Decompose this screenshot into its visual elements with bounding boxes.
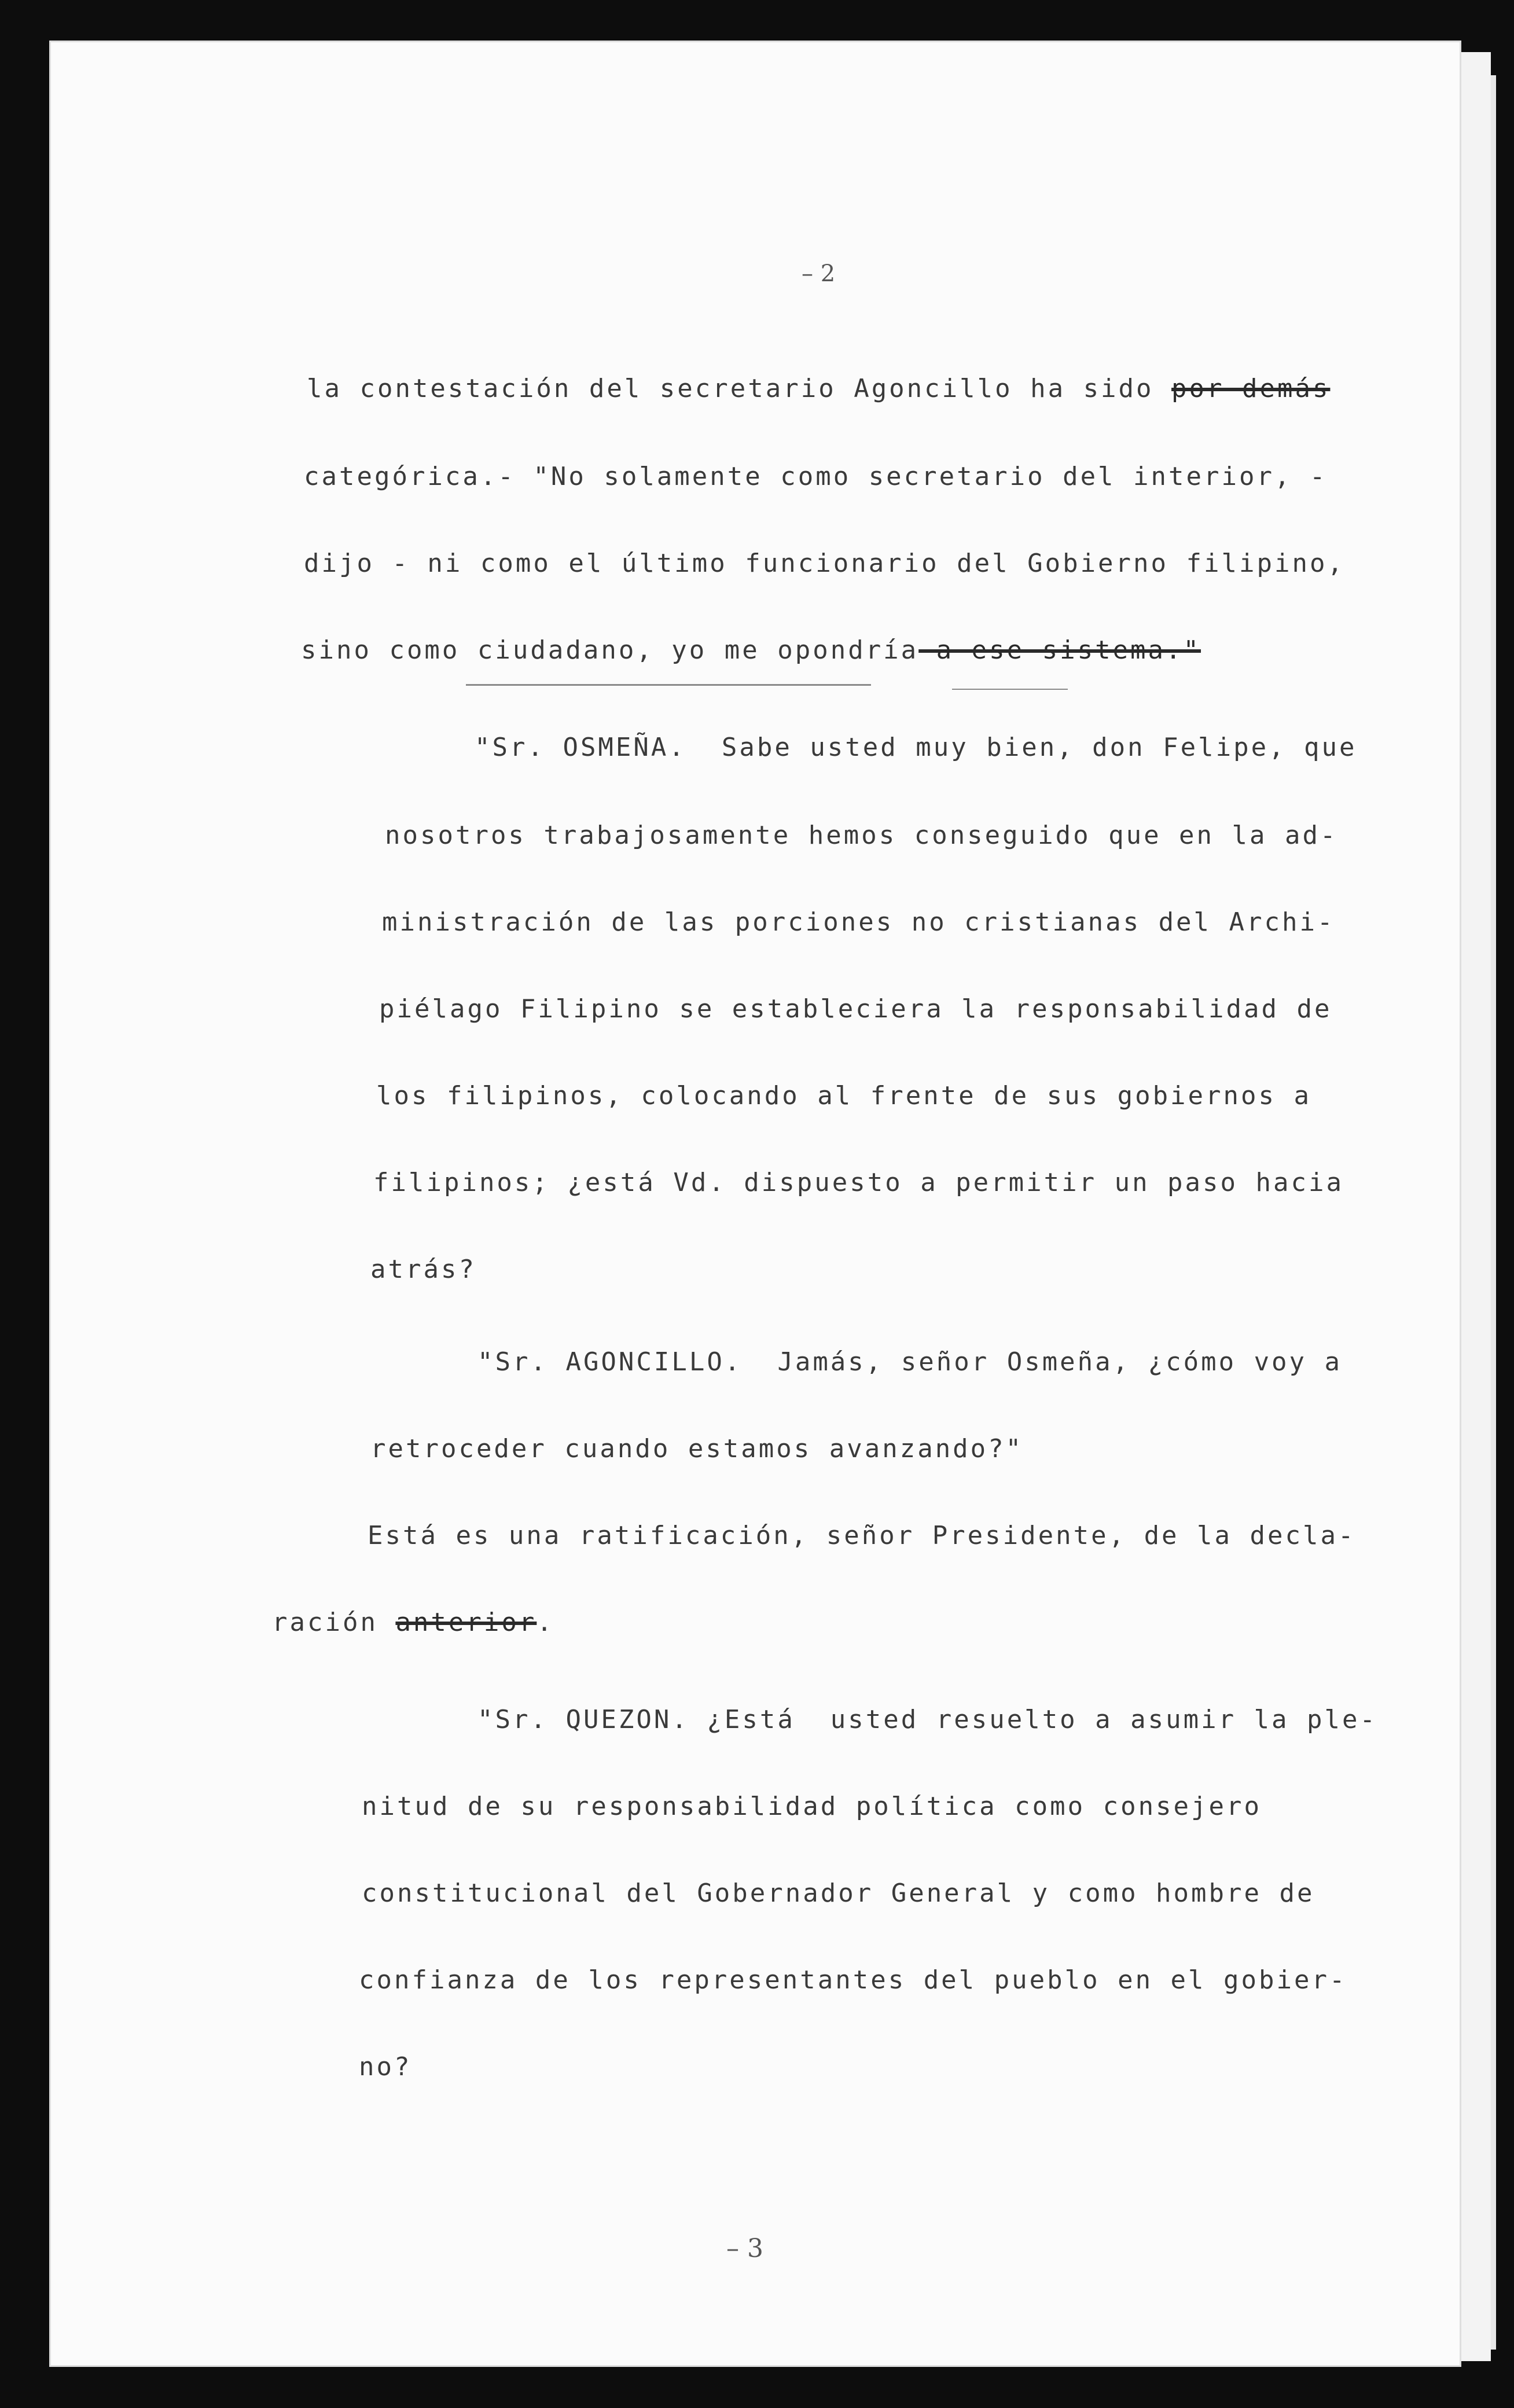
struck-text: a ese sistema." — [918, 635, 1201, 665]
text-line-20: no? — [359, 2052, 412, 2082]
text-line-17: nitud de su responsabilidad política como consejero — [362, 1792, 1262, 1821]
text-line-2: categórica.- "No solamente como secretario del interior, - — [304, 462, 1328, 491]
text-line-13: retroceder cuando estamos avanzando?" — [370, 1434, 1024, 1464]
text-line-19: confianza de los representantes del pueblo en el gobier- — [359, 1965, 1347, 1995]
text-line-11: atrás? — [370, 1255, 476, 1284]
footer-page-mark: – 3 — [726, 2234, 763, 2263]
text-line-12: "Sr. AGONCILLO. Jamás, señor Osmeña, ¿cómo voy a — [477, 1347, 1343, 1377]
text-line-15 — [272, 1610, 554, 1635]
text-line-14: Está es una ratificación, señor Presidente, de la decla- — [368, 1521, 1356, 1550]
text-line-4 — [301, 635, 1201, 665]
text-line-6: nosotros trabajosamente hemos conseguido que en la ad- — [385, 821, 1338, 850]
struck-text: por demás — [1171, 374, 1331, 403]
struck-text: anterior — [395, 1608, 537, 1637]
text-line-3: dijo - ni como el último funcionario del Gobierno filipino, — [304, 549, 1345, 578]
text-segment: sino como ciudadano, yo me opondría — [301, 635, 919, 665]
smudge-mark — [466, 684, 871, 686]
smudge-mark — [952, 689, 1068, 690]
text-segment: . — [536, 1608, 554, 1637]
text-line-16: "Sr. QUEZON. ¿Está usted resuelto a asumir la ple- — [477, 1705, 1378, 1734]
header-page-mark: – 2 — [802, 260, 836, 287]
text-segment: ración — [272, 1608, 396, 1637]
text-line-8: piélago Filipino se estableciera la responsabilidad de — [379, 994, 1332, 1024]
text-line-1 — [307, 376, 1330, 402]
text-line-10: filipinos; ¿está Vd. dispuesto a permitir un paso hacia — [373, 1168, 1344, 1197]
document-page — [49, 41, 1461, 2367]
text-line-9: los filipinos, colocando al frente de sus gobiernos a — [376, 1081, 1311, 1111]
text-segment: la contestación del secretario Agoncillo ha sido — [307, 374, 1172, 403]
text-line-5: "Sr. OSMEÑA. Sabe usted muy bien, don Felipe, que — [475, 733, 1357, 762]
text-line-18: constitucional del Gobernador General y como hombre de — [362, 1878, 1315, 1908]
text-line-7: ministración de las porciones no cristianas del Archi- — [382, 907, 1335, 937]
